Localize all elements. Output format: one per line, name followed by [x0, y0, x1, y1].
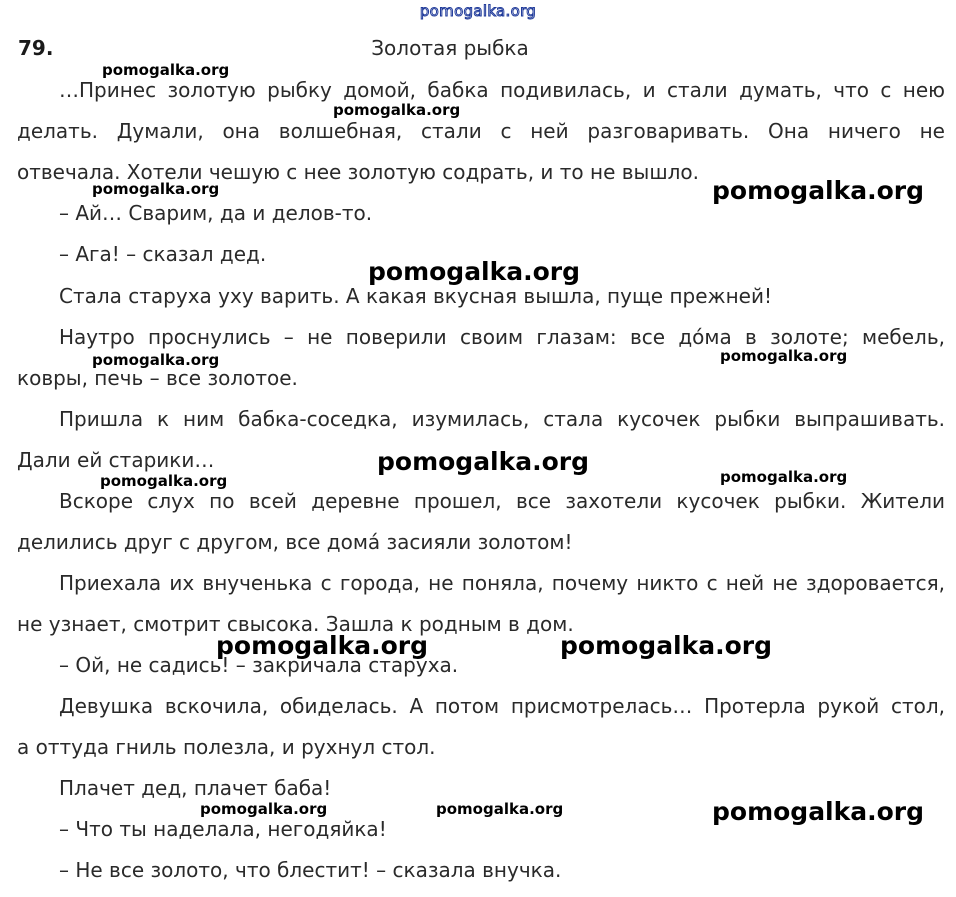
text-line: – Ай… Сварим, да и делов-то. — [59, 201, 373, 225]
watermark: pomogalka.org — [436, 800, 564, 818]
watermark: pomogalka.org — [377, 447, 590, 476]
watermark: pomogalka.org — [712, 176, 925, 205]
text-line: …Принес золотую рыбку домой, бабка подивилась, и стали думать, что с нею — [59, 78, 945, 102]
watermark: pomogalka.org — [368, 257, 581, 286]
text-line: – Ага! – сказал дед. — [59, 242, 267, 266]
text-line: Плачет дед, плачет баба! — [59, 776, 332, 800]
text-line: Наутро проснулись – не поверили своим глазам: все до́ма в золоте; мебель, — [59, 325, 945, 349]
watermark: pomogalka.org — [216, 631, 429, 660]
site-watermark-header: pomogalka.org — [419, 2, 537, 20]
text-line: а оттуда гниль полезла, и рухнул стол. — [17, 735, 436, 759]
text-line: Дали ей старики… — [17, 448, 215, 472]
watermark: pomogalka.org — [720, 468, 848, 486]
text-line: Приехала их внученька с города, не поняла, почему никто с ней не здоровается, — [59, 571, 945, 595]
watermark: pomogalka.org — [712, 797, 925, 826]
text-line: ковры, печь – все золотое. — [17, 366, 298, 390]
watermark: pomogalka.org — [560, 631, 773, 660]
task-title: Золотая рыбка — [371, 36, 529, 60]
watermark: pomogalka.org — [720, 347, 848, 365]
text-line: – Что ты наделала, негодяйка! — [59, 817, 387, 841]
text-line: Пришла к ним бабка-соседка, изумилась, стала кусочек рыбки выпрашивать. — [59, 407, 945, 431]
watermark: pomogalka.org — [333, 101, 461, 119]
text-line: делились друг с другом, все дома́ засияли золотом! — [17, 530, 573, 554]
text-line: Стала старуха уху варить. А какая вкусная вышла, пуще прежней! — [59, 284, 772, 308]
text-line: отвечала. Хотели чешую с нее золотую содрать, и то не вышло. — [17, 160, 700, 184]
watermark: pomogalka.org — [100, 472, 228, 490]
text-line: – Ой, не садись! – закричала старуха. — [59, 653, 459, 677]
watermark: pomogalka.org — [102, 61, 230, 79]
text-line: делать. Думали, она волшебная, стали с ней разговаривать. Она ничего не — [17, 119, 945, 143]
text-line: – Не все золото, что блестит! – сказала внучка. — [59, 858, 562, 882]
text-line: Девушка вскочила, обиделась. А потом присмотрелась… Протерла рукой стол, — [59, 694, 945, 718]
watermark: pomogalka.org — [92, 351, 220, 369]
text-line: не узнает, смотрит свысока. Зашла к родным в дом. — [17, 612, 574, 636]
watermark: pomogalka.org — [92, 180, 220, 198]
task-number: 79. — [18, 36, 54, 60]
watermark: pomogalka.org — [200, 800, 328, 818]
text-line: Вскоре слух по всей деревне прошел, все захотели кусочек рыбки. Жители — [59, 489, 945, 513]
